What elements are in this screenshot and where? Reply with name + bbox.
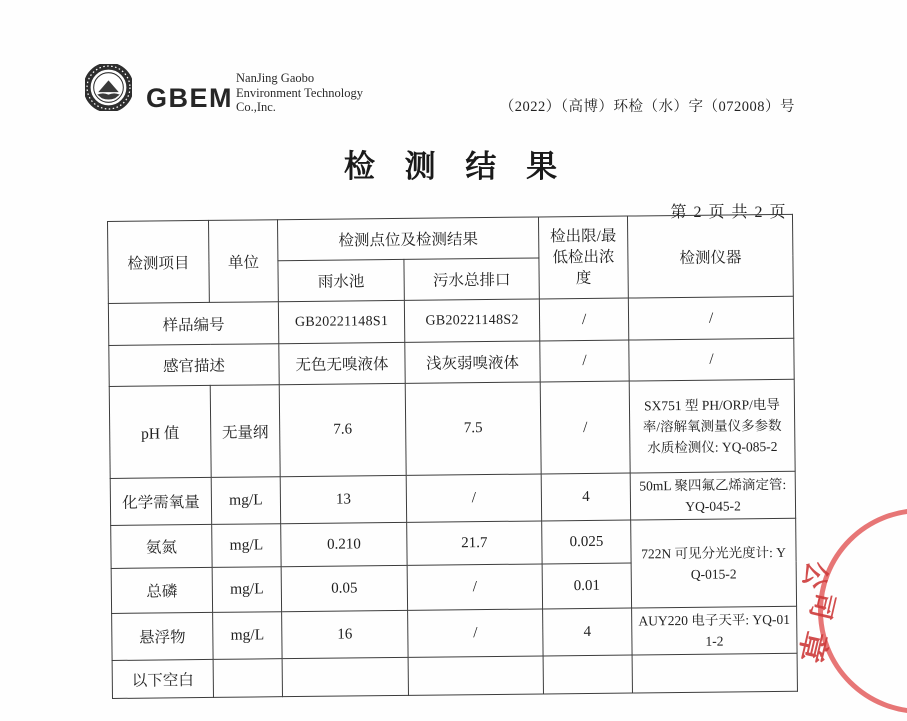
nh3n-limit: 0.025: [542, 520, 631, 564]
tp-rain: 0.05: [281, 565, 407, 611]
results-table-wrap: [107, 214, 798, 699]
report-number: （2022）（高博）环检（水）字（072008）号: [499, 99, 795, 115]
ss-rain: 16: [282, 610, 408, 658]
table-header-row-1: [108, 214, 793, 262]
nh3n-label: 氨氮: [111, 524, 212, 568]
sample-id-rain: GB20221148S1: [278, 300, 404, 343]
row-ammonia-nitrogen: [111, 518, 796, 568]
sample-id-label: 样品编号: [108, 302, 278, 346]
cod-limit: 4: [541, 473, 630, 521]
col-header-sewage-outlet: 污水总排口: [404, 258, 539, 300]
sample-id-limit: /: [539, 298, 628, 341]
ph-instrument: SX751 型 PH/ORP/电导率/溶解氧测量仪多参数水质检测仪: YQ-085-2: [629, 379, 795, 473]
col-header-points-group: 检测点位及检测结果: [277, 217, 538, 261]
col-header-instrument: 检测仪器: [627, 214, 793, 298]
nh3n-rain: 0.210: [281, 522, 407, 566]
page-indicator: 第 2 页 共 2 页: [670, 204, 787, 221]
brand-name: GBEM: [146, 83, 233, 113]
sensory-sewage: 浅灰弱嗅液体: [405, 341, 540, 383]
row-blank-below: [112, 653, 797, 698]
col-header-unit: 单位: [208, 220, 278, 303]
company-name-line: NanJing Gaobo: [236, 71, 315, 85]
cod-label: 化学需氧量: [110, 477, 211, 525]
nh3n-unit: mg/L: [212, 524, 281, 568]
row-sample-id: [108, 296, 793, 345]
ph-limit: /: [540, 381, 630, 474]
cod-unit: mg/L: [211, 477, 280, 525]
cod-sewage: /: [406, 474, 542, 522]
tp-label: 总磷: [111, 567, 212, 613]
ss-limit: 4: [543, 608, 632, 656]
col-header-item: 检测项目: [108, 220, 210, 303]
sample-id-instrument: /: [628, 296, 793, 340]
company-name-line: Environment Technology: [236, 85, 363, 100]
blank-cell: [282, 657, 408, 696]
results-table: [107, 214, 798, 699]
cod-instrument: 50mL 聚四氟乙烯滴定管: YQ-045-2: [630, 471, 795, 520]
ph-label: pH 值: [109, 385, 211, 478]
gbem-circular-seal-icon: [85, 64, 132, 111]
blank-cell: [213, 659, 282, 698]
sample-id-sewage: GB20221148S2: [404, 299, 539, 342]
ph-unit: 无量纲: [210, 385, 280, 478]
blank-cell: [408, 656, 543, 695]
ss-label: 悬浮物: [112, 612, 213, 660]
ss-instrument: AUY220 电子天平: YQ-011-2: [632, 606, 797, 655]
company-seal-char: 司: [804, 589, 840, 623]
company-name-line: Co.,Inc.: [236, 100, 276, 114]
sensory-instrument: /: [629, 338, 794, 381]
sensory-label: 感官描述: [109, 344, 279, 387]
ph-sewage: 7.5: [405, 382, 541, 475]
ss-unit: mg/L: [213, 612, 282, 660]
col-header-rain-pool: 雨水池: [278, 259, 404, 301]
sensory-limit: /: [540, 340, 629, 382]
tp-sewage: /: [407, 564, 542, 610]
ss-sewage: /: [408, 609, 544, 657]
tp-limit: 0.01: [542, 563, 631, 609]
blank-below-label: 以下空白: [112, 659, 213, 698]
sensory-rain: 无色无嗅液体: [279, 342, 405, 384]
tp-unit: mg/L: [212, 567, 281, 613]
row-sensory: [109, 338, 794, 386]
company-seal-char: 公: [797, 558, 833, 592]
company-name: [236, 71, 363, 115]
nh3n-tp-instrument: 722N 可见分光光度计: YQ-015-2: [631, 518, 797, 608]
nh3n-sewage: 21.7: [407, 521, 542, 565]
col-header-detection-limit: 检出限/最低检出浓度: [538, 216, 628, 299]
blank-cell: [632, 653, 797, 693]
row-cod: [110, 471, 795, 525]
page-title: 检 测 结 果: [343, 149, 564, 184]
cod-rain: 13: [280, 475, 406, 523]
blank-cell: [543, 655, 632, 694]
row-ph: [109, 379, 795, 478]
company-seal-char: 章: [792, 627, 834, 666]
row-suspended-solids: [112, 606, 797, 660]
ph-rain: 7.6: [279, 383, 406, 476]
